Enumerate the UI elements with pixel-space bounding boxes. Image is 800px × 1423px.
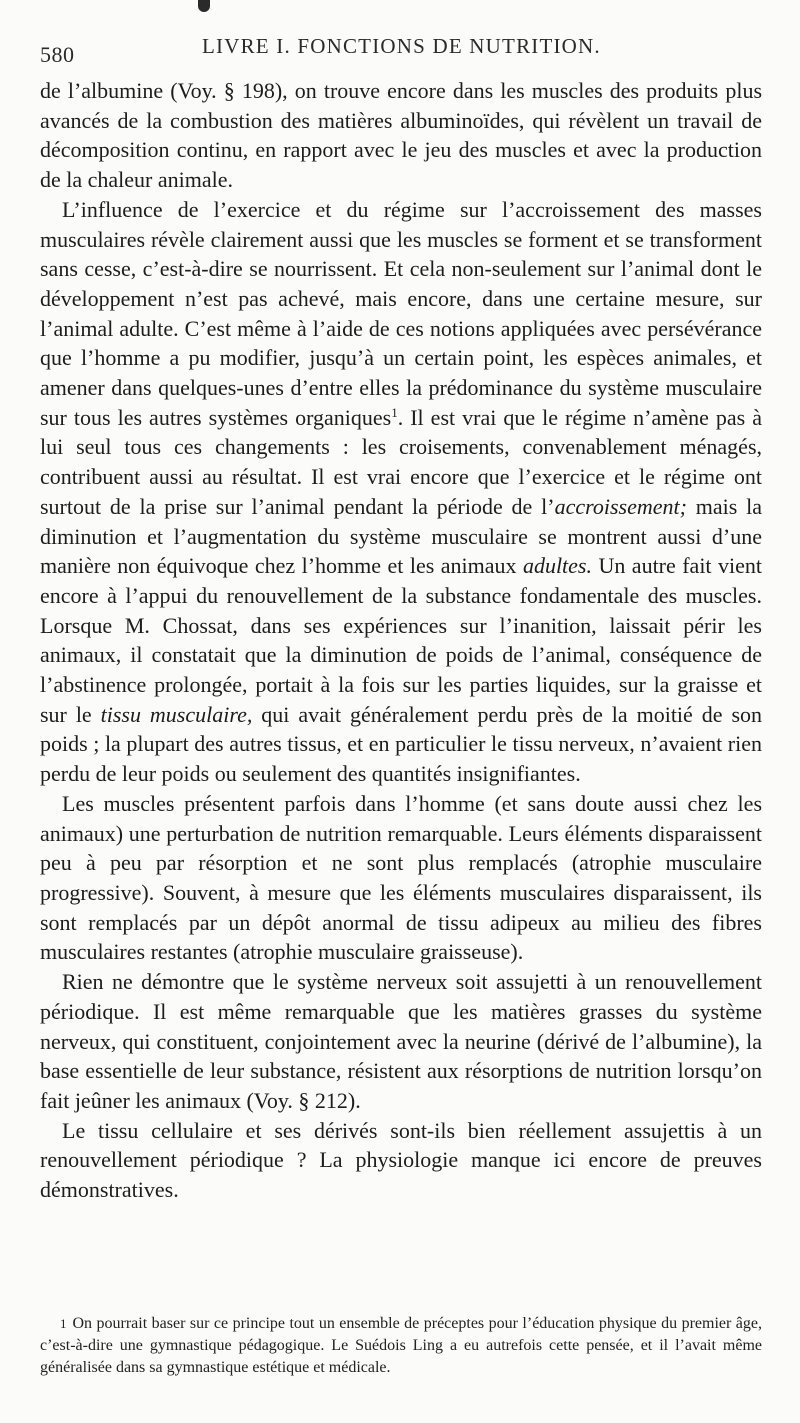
paragraph xyxy=(40,789,762,967)
footnote xyxy=(40,1313,762,1379)
italic-text: accroissement; xyxy=(554,493,687,519)
text-run: qui avait généralement perdu près de la moitié de son poids ; la plupart des autres tissus, et en particulier le tissu nerveux, n’avaient rien perdu de leur poids ou seulement des quantités insignifiantes. xyxy=(40,701,763,787)
text-run: de l’albumine (Voy. § 198), on trouve encore dans les muscles des produits plus avancés de la combustion des matières albuminoïdes, qui révèlent un travail de décomposition continu, en rapport avec le jeu des muscles et avec la production de la chaleur animale. xyxy=(40,78,762,193)
italic-text: tissu musculaire, xyxy=(100,701,253,727)
body-text xyxy=(40,76,762,1205)
page-edge-mark xyxy=(198,0,210,12)
footnote-text: On pourrait baser sur ce principe tout un ensemble de préceptes pour l’éducation physique du premier âge, c’est-à-dire une gymnastique pédagogique. Le Suédois Ling a eu autrefois cette pensée, et il l’avait même généralisée dans sa gymnastique estétique et médicale. xyxy=(40,1315,762,1376)
text-run: Rien ne démontre que le système nerveux soit assujetti à un renouvellement périodique. Il est même remarquable que les matières grasses du système nerveux, qui constituent, conjointement avec la neurine (dérivé de l’albumine), la base essentielle de leur substance, résistent aux résorptions de nutrition lorsqu’on fait jeûner les animaux (Voy. § 212). xyxy=(40,969,762,1113)
page-number: 580 xyxy=(40,42,75,67)
footnote-number: 1 xyxy=(60,1316,67,1331)
paragraph xyxy=(40,76,762,195)
paragraph xyxy=(40,195,762,789)
text-run: Les muscles présentent parfois dans l’homme (et sans doute aussi chez les animaux) une perturbation de nutrition remarquable. Leurs éléments disparaissent peu à peu par résorption et ne sont plus remplacés (atrophie musculaire progressive). Souvent, à mesure que les éléments musculaires disparaissent, ils sont remplacés par un dépôt anormal de tissu adipeux au milieu des fibres musculaires restantes (atrophie musculaire graisseuse). xyxy=(40,790,762,965)
running-title: LIVRE I. FONCTIONS DE NUTRITION. xyxy=(202,34,601,58)
page-header xyxy=(40,28,760,68)
footnote-paragraph xyxy=(40,1313,762,1379)
text-run: L’influence de l’exercice et du régime sur l’accroissement des masses musculaires révèle clairement aussi que les muscles se forment et se transforment sans cesse, c’est-à-dire se nourrissent. Et cela non-seulement sur l’animal dont le développement n’est pas achevé, mais encore, dans une certaine mesure, sur l’animal adulte. C’est même à l’aide de ces notions appliquées avec persévérance que l’homme a pu modifier, jusqu’à un certain point, les espèces animales, et amener dans quelques-unes d’entre elles la prédominance du système musculaire sur tous les autres systèmes organiques xyxy=(40,196,762,430)
text-run: mais la diminution et l’augmentation du système musculaire se montrent aussi d’une manière non équivoque chez l’homme et les animaux xyxy=(40,493,762,579)
paragraph xyxy=(40,1116,762,1205)
paragraph xyxy=(40,967,762,1116)
text-run: Le tissu cellulaire et ses dérivés sont-ils bien réellement assujettis à un renouvellement périodique ? La physiologie manque ici encore de preuves démonstratives. xyxy=(40,1117,762,1203)
footnote-reference: 1 xyxy=(391,404,398,420)
text-run: Un autre fait vient encore à l’appui du renouvellement de la substance fondamentale des muscles. Lorsque M. Chossat, dans ses expériences sur l’inanition, laissait périr les animaux, il constatait que la diminution de poids de l’animal, conséquence de l’abstinence prolongée, portait à la fois sur les parties liquides, sur la graisse et sur le xyxy=(40,553,762,727)
italic-text: adultes. xyxy=(522,553,592,579)
text-run: . Il est vrai que le régime n’amène pas à lui seul tous ces changements : les croisements, convenablement ménagés, contribuent aussi au résultat. Il est vrai encore que l’exercice et le régime ont surtout de la prise sur l’animal pendant la période de l’ xyxy=(40,404,762,519)
